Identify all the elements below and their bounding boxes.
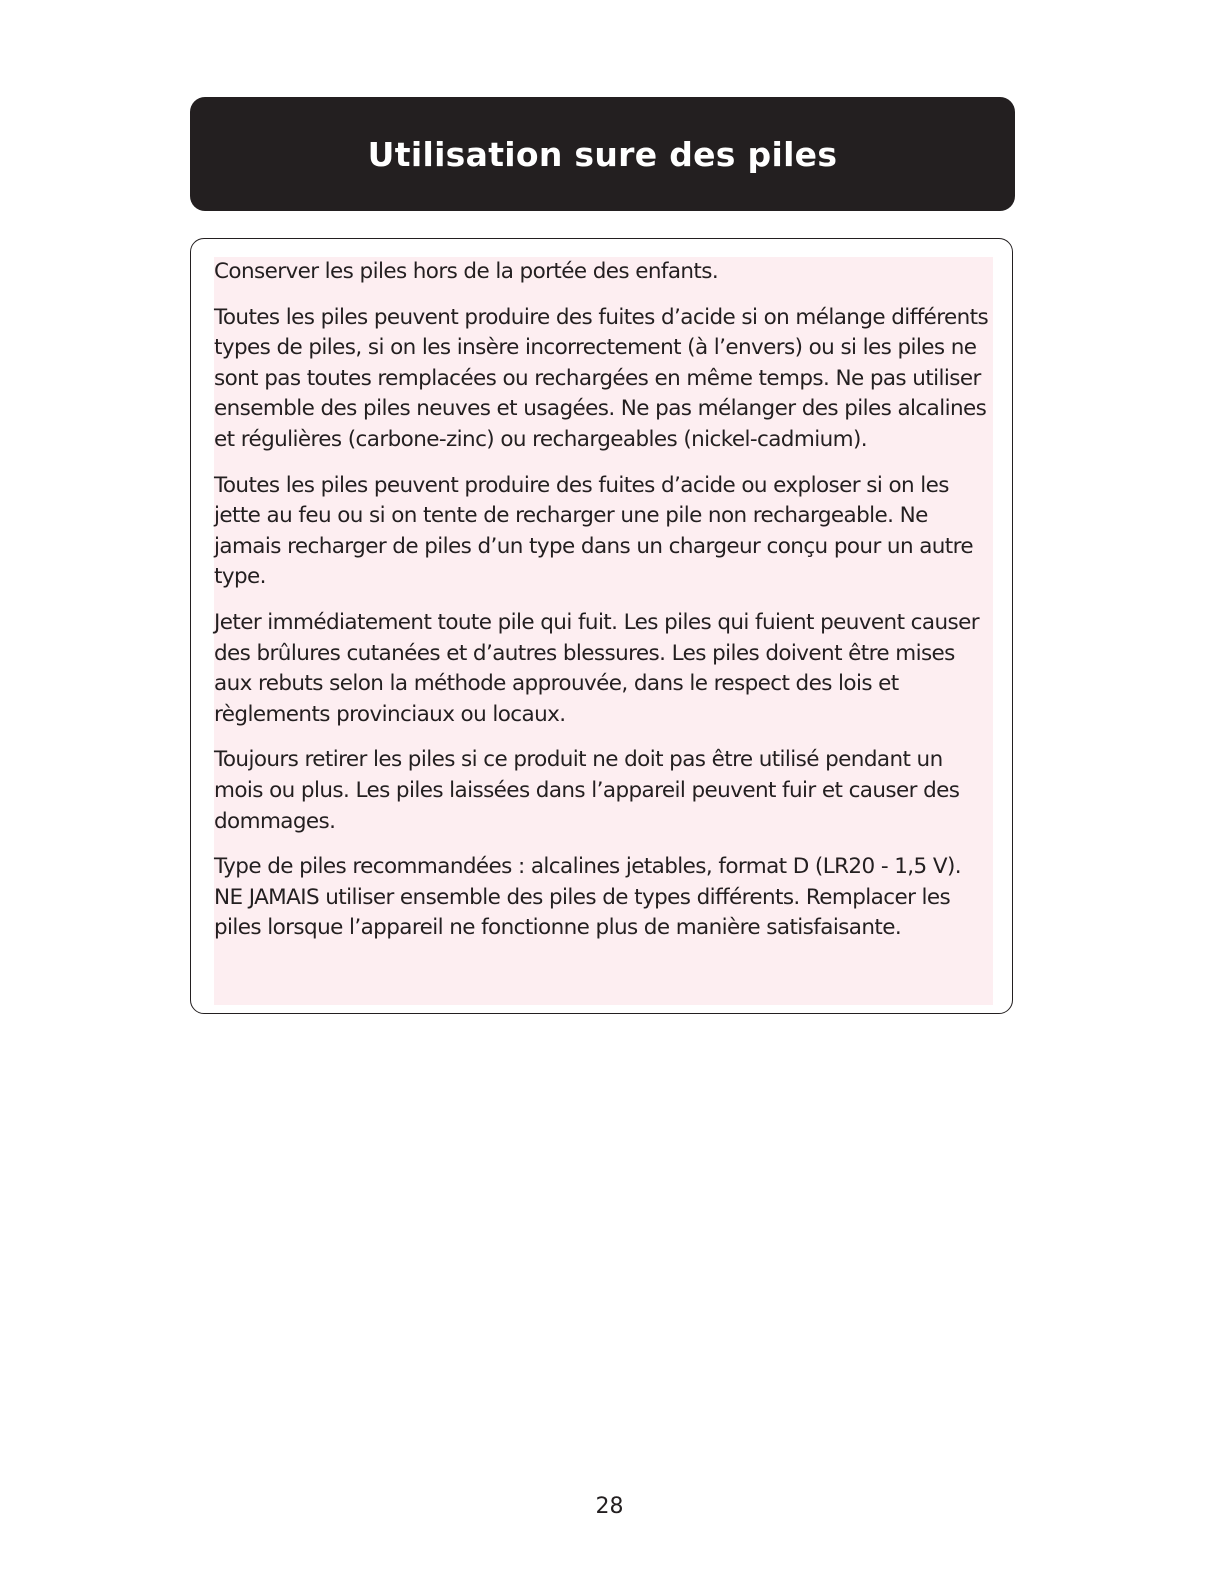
warning-content [214,257,993,1005]
paragraph-type: Type de piles recommandées : alcalines jetables, format D (LR20 - 1,5 V). NE JAMAIS utiliser ensemble des piles de types différents. Remplacer les piles lorsque l’appareil ne fonctionne plus de manière satisfaisante. [214,854,961,941]
warning-box [190,238,1013,1014]
paragraph-fire: Toutes les piles peuvent produire des fuites d’acide ou exploser si on les jette au feu ou si on tente de recharger une pile non rechargeable. Ne jamais recharger de piles d’un type dans un chargeur conçu pour un autre type. [214,472,974,590]
title-banner [190,97,1015,211]
paragraph-leaking: Jeter immédiatement toute pile qui fuit. Les piles qui fuient peuvent causer des brûlures cutanées et d’autres blessures. Les piles doivent être mises aux rebuts selon la méthode approuvée, dans le respect des lois et règlements provinciaux ou locaux. [214,609,979,727]
page-number: 28 [595,1494,624,1519]
page-title: Utilisation sure des piles [367,134,838,174]
paragraph-mixing: Toutes les piles peuvent produire des fuites d’acide si on mélange différents types de piles, si on les insère incorrectement (à l’envers) ou si les piles ne sont pas toutes remplacées ou rechargées en même temps. Ne pas utiliser ensemble des piles neuves et usagées. Ne pas mélanger des piles alcalines et régulières (carbone-zinc) ou rechargeables (nickel-cadmium). [214,304,989,452]
paragraph-removal: Toujours retirer les piles si ce produit ne doit pas être utilisé pendant un mois ou plus. Les piles laissées dans l’appareil peuvent fuir et causer des dommages. [214,747,960,834]
paragraph-children: Conserver les piles hors de la portée des enfants. [214,259,719,284]
